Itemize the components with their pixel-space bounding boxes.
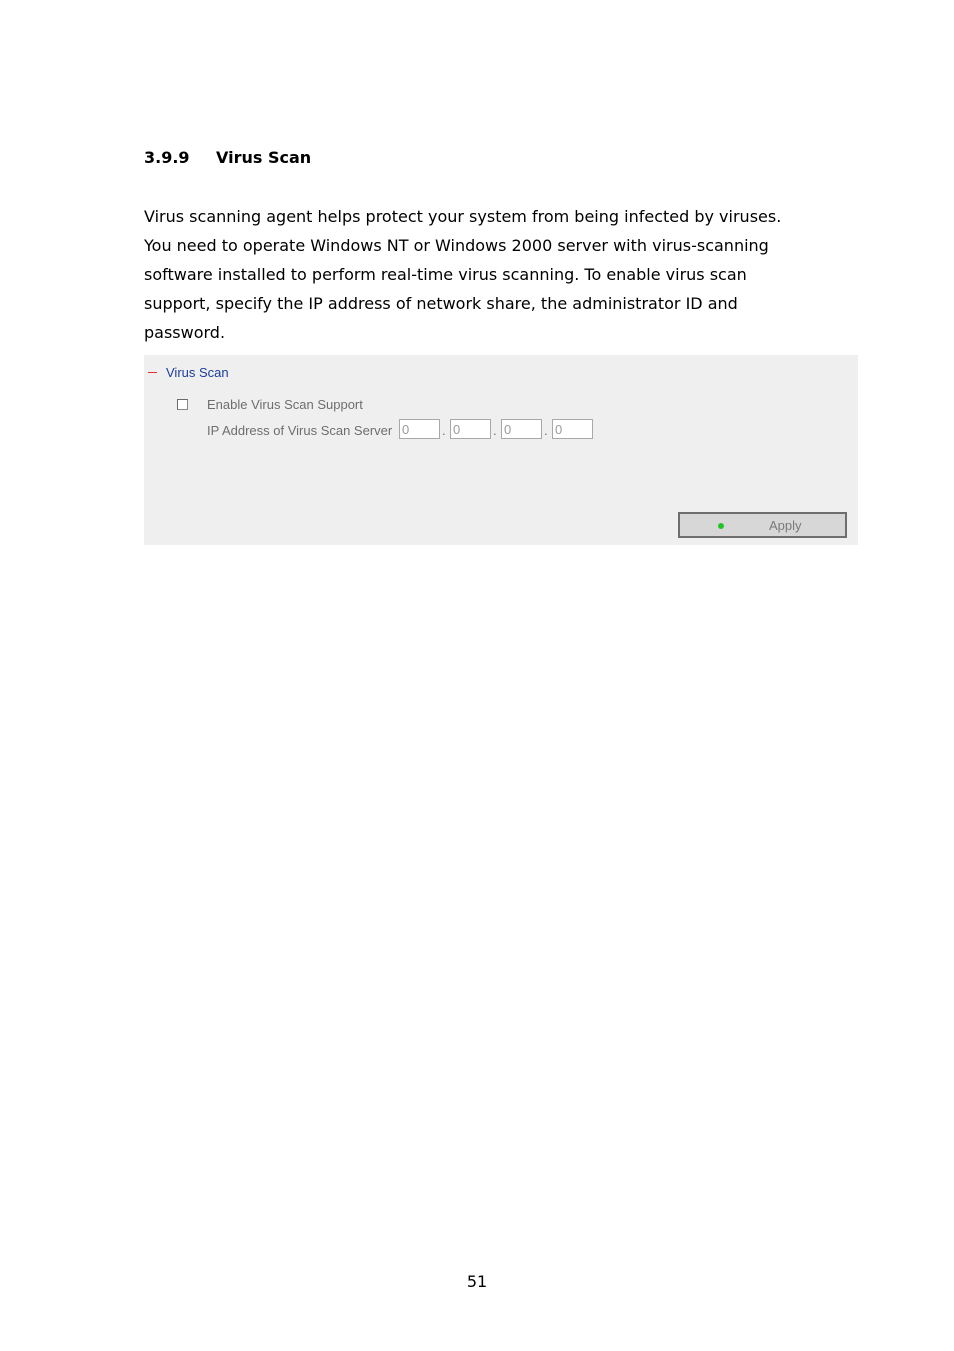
status-dot-icon <box>718 523 724 529</box>
ip-octet-3-input[interactable] <box>501 419 542 439</box>
body-paragraph <box>144 202 824 347</box>
section-heading <box>144 148 311 167</box>
ip-separator: . <box>442 423 446 438</box>
body-line: support, specify the IP address of network share, the administrator ID and <box>144 294 738 313</box>
panel-header[interactable] <box>148 365 229 380</box>
page-number: 51 <box>466 1272 488 1291</box>
section-title: Virus Scan <box>216 148 312 167</box>
section-number: 3.9.9 <box>144 148 190 167</box>
panel-title[interactable]: Virus Scan <box>166 365 229 380</box>
ip-octet-2-input[interactable] <box>450 419 491 439</box>
body-line: software installed to perform real-time virus scanning. To enable virus scan <box>144 265 747 284</box>
apply-button[interactable] <box>678 512 847 538</box>
ip-separator: . <box>544 423 548 438</box>
ip-octet-1-input[interactable] <box>399 419 440 439</box>
ip-octet-4-input[interactable] <box>552 419 593 439</box>
ip-address-label: IP Address of Virus Scan Server <box>207 423 393 438</box>
minus-icon[interactable] <box>148 372 157 373</box>
enable-virus-scan-label: Enable Virus Scan Support <box>207 397 363 412</box>
enable-virus-scan-checkbox[interactable] <box>177 399 188 410</box>
body-line: Virus scanning agent helps protect your system from being infected by viruses. <box>144 207 782 226</box>
ip-separator: . <box>493 423 497 438</box>
virus-scan-panel <box>144 355 858 545</box>
body-line: You need to operate Windows NT or Windows 2000 server with virus-scanning <box>144 236 769 255</box>
apply-button-label: Apply <box>769 518 802 533</box>
body-line: password. <box>144 323 226 342</box>
